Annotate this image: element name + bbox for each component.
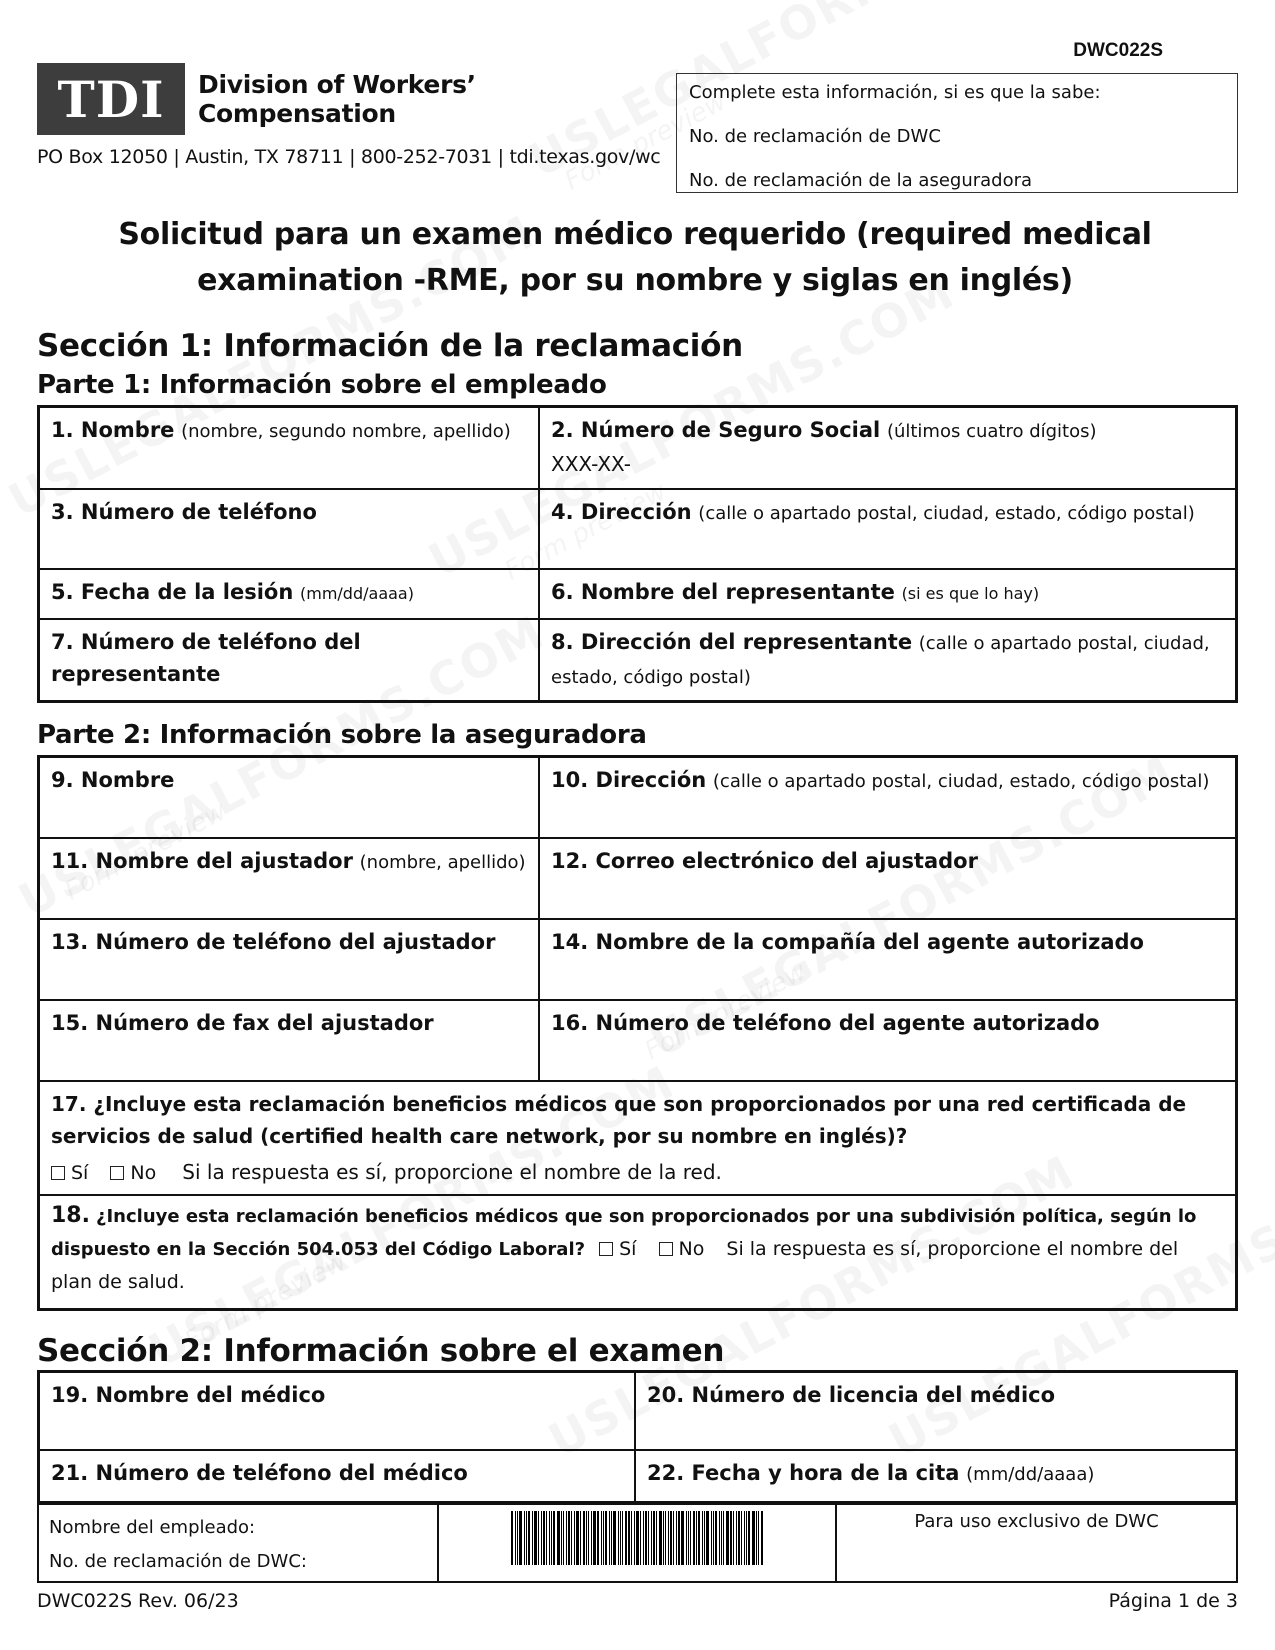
checkbox-17-yes[interactable] — [51, 1166, 65, 1180]
barcode-bar — [693, 1511, 695, 1565]
claim-info-box — [676, 73, 1238, 193]
exam-info-table — [37, 1370, 1238, 1504]
barcode-bar — [686, 1511, 687, 1565]
field-label: 13. Número de teléfono del ajustador — [51, 930, 496, 954]
barcode-bar — [748, 1511, 750, 1565]
barcode-bar — [673, 1511, 674, 1565]
barcode-bar — [528, 1511, 530, 1565]
barcode-bar — [744, 1511, 745, 1565]
carrier-info-table — [37, 755, 1238, 1311]
barcode-bar — [526, 1511, 527, 1565]
field-hint: (calle o apartado postal, ciudad, estado, código postal) — [551, 633, 1210, 688]
field-label: 7. Número de teléfono del representante — [51, 630, 361, 686]
field-hint: (mm/dd/aaaa) — [966, 1464, 1095, 1485]
tdi-logo — [37, 63, 185, 135]
org-line-2: Compensation — [198, 99, 396, 128]
field-label: 8. Dirección del representante — [551, 630, 913, 654]
field-employee-name[interactable] — [40, 408, 538, 488]
barcode-bar — [738, 1511, 740, 1565]
barcode-bar — [549, 1511, 550, 1565]
revision-label: DWC022S Rev. 06/23 — [37, 1590, 239, 1612]
barcode-bar — [752, 1511, 755, 1565]
barcode-bar — [618, 1511, 619, 1565]
field-label: 11. Nombre del ajustador — [51, 849, 353, 873]
checkbox-18-no[interactable] — [659, 1242, 673, 1256]
footer-box — [37, 1503, 1238, 1583]
barcode-bar — [711, 1511, 712, 1565]
barcode-bar — [719, 1511, 720, 1565]
field-adjuster-fax[interactable] — [40, 1001, 538, 1080]
barcode-bar — [534, 1511, 537, 1565]
barcode-bar — [605, 1511, 607, 1565]
field-hint: (últimos cuatro dígitos) — [886, 421, 1097, 442]
barcode-bar — [730, 1511, 732, 1565]
barcode-bar — [591, 1511, 592, 1565]
field-authorized-agent-phone[interactable] — [538, 1001, 1235, 1080]
barcode-bar — [733, 1511, 734, 1565]
barcode-bar — [571, 1511, 572, 1565]
field-adjuster-email[interactable] — [538, 839, 1235, 918]
barcode-bar — [620, 1511, 621, 1565]
field-doctor-name[interactable] — [40, 1373, 634, 1449]
field-address[interactable] — [538, 490, 1235, 568]
barcode-bar — [568, 1511, 570, 1565]
barcode-bar — [603, 1511, 604, 1565]
form-title — [60, 212, 1210, 304]
logo-text: TDI — [57, 69, 165, 129]
barcode-bar — [519, 1511, 522, 1565]
barcode-bar — [563, 1511, 564, 1565]
field-representative-address[interactable] — [538, 620, 1235, 700]
barcode-bar — [670, 1511, 672, 1565]
barcode-bar — [634, 1511, 635, 1565]
section-2-heading: Sección 2: Información sobre el examen — [37, 1333, 725, 1369]
field-ssn[interactable] — [538, 408, 1235, 488]
barcode-bar — [593, 1511, 596, 1565]
barcode-bar — [761, 1511, 763, 1565]
field-injury-date[interactable] — [40, 570, 538, 618]
form-id: DWC022S — [1073, 40, 1163, 61]
barcode-bar — [665, 1511, 666, 1565]
barcode-bar — [645, 1511, 647, 1565]
barcode-bar — [557, 1511, 560, 1565]
barcode-bar — [613, 1511, 616, 1565]
field-label: 19. Nombre del médico — [51, 1383, 326, 1407]
field-label: 6. Nombre del representante — [551, 580, 895, 604]
barcode-bar — [636, 1511, 639, 1565]
barcode-bar — [580, 1511, 581, 1565]
barcode-bar — [625, 1511, 627, 1565]
field-appointment-datetime[interactable] — [634, 1451, 1235, 1501]
title-line-2: examination -RME, por su nombre y siglas en inglés) — [197, 263, 1073, 298]
field-phone[interactable] — [40, 490, 538, 568]
footer-dwc-use — [837, 1505, 1236, 1581]
question-text: ¿Incluye esta reclamación beneficios médicos que son proporcionados por una subdivisión política, según lo dispuesto en la Sección 504.053 del Código Laboral? — [51, 1206, 1197, 1260]
field-label: 1. Nombre — [51, 418, 175, 442]
contact-address: PO Box 12050 | Austin, TX 78711 | 800-252-7031 | tdi.texas.gov/wc — [37, 146, 661, 168]
barcode-area — [439, 1505, 837, 1581]
part-1-heading: Parte 1: Información sobre el empleado — [37, 370, 607, 400]
followup-text: Si la respuesta es sí, proporcione el nombre de la red. — [182, 1160, 722, 1184]
org-line-1: Division of Workers’ — [198, 70, 476, 99]
field-label: 15. Número de fax del ajustador — [51, 1011, 434, 1035]
barcode-bar — [574, 1511, 575, 1565]
barcode-bar — [597, 1511, 599, 1565]
claim-box-intro: Complete esta información, si es que la sabe: — [689, 82, 1101, 103]
barcode-bar — [631, 1511, 632, 1565]
barcode-bar — [543, 1511, 545, 1565]
barcode-bar — [648, 1511, 649, 1565]
barcode-bar — [656, 1511, 657, 1565]
barcode-bar — [723, 1511, 724, 1565]
barcode-bar — [541, 1511, 542, 1565]
part-2-heading: Parte 2: Información sobre la aseguradora — [37, 720, 647, 750]
field-doctor-phone[interactable] — [40, 1451, 634, 1501]
barcode-bar — [561, 1511, 562, 1565]
no-label: No — [678, 1238, 705, 1260]
barcode-bar — [583, 1511, 585, 1565]
title-line-1: Solicitud para un examen médico requerido (required medical — [118, 217, 1152, 252]
barcode-bar — [746, 1511, 747, 1565]
section-1-heading: Sección 1: Información de la reclamación — [37, 328, 743, 364]
organization-name — [198, 70, 476, 128]
field-label: 9. Nombre — [51, 768, 175, 792]
field-hint: (calle o apartado postal, ciudad, estado, código postal) — [712, 771, 1210, 792]
field-carrier-address[interactable] — [538, 758, 1235, 837]
no-label: No — [130, 1162, 157, 1184]
question-number: 18. — [51, 1203, 90, 1228]
barcode-bar — [586, 1511, 587, 1565]
barcode-bar — [551, 1511, 552, 1565]
question-18 — [40, 1196, 1235, 1308]
employee-info-table — [37, 405, 1238, 703]
barcode-bar — [553, 1511, 555, 1565]
barcode-bar — [517, 1511, 518, 1565]
barcode-bar — [515, 1511, 516, 1565]
question-17 — [40, 1082, 1235, 1194]
field-hint: (calle o apartado postal, ciudad, estado, código postal) — [698, 503, 1195, 524]
field-doctor-license[interactable] — [634, 1373, 1235, 1449]
barcode-bar — [696, 1511, 697, 1565]
barcode-bar — [676, 1511, 677, 1565]
question-text: 17. ¿Incluye esta reclamación beneficios médicos que son proporcionados por una red certificada de servicios de salud (certified health care network, por su nombre en inglés)? — [51, 1092, 1187, 1148]
footer-employee-name-label: Nombre del empleado: — [49, 1517, 256, 1538]
barcode-bar — [653, 1511, 655, 1565]
barcode-bar — [702, 1511, 703, 1565]
barcode-bar — [643, 1511, 644, 1565]
field-hint: (mm/dd/aaaa) — [300, 584, 414, 603]
field-label: 14. Nombre de la compañía del agente autorizado — [551, 930, 1144, 954]
field-label: 16. Número de teléfono del agente autorizado — [551, 1011, 1100, 1035]
field-label: 5. Fecha de la lesión — [51, 580, 294, 604]
barcode-bar — [726, 1511, 729, 1565]
field-label: 12. Correo electrónico del ajustador — [551, 849, 978, 873]
barcode-bar — [576, 1511, 579, 1565]
barcode-bar — [538, 1511, 539, 1565]
barcode-bar — [741, 1511, 742, 1565]
barcode-bar — [758, 1511, 759, 1565]
field-hint: (nombre, segundo nombre, apellido) — [181, 421, 511, 442]
barcode-bar — [601, 1511, 602, 1565]
barcode-bar — [524, 1511, 525, 1565]
barcode-bar — [628, 1511, 630, 1565]
barcode-bar — [678, 1511, 680, 1565]
field-representative-name[interactable] — [538, 570, 1235, 618]
field-adjuster-phone[interactable] — [40, 920, 538, 999]
field-label: 3. Número de teléfono — [51, 500, 317, 524]
barcode-bar — [651, 1511, 652, 1565]
field-carrier-name[interactable] — [40, 758, 538, 837]
field-label: 20. Número de licencia del médico — [647, 1383, 1056, 1407]
barcode-bar — [659, 1511, 662, 1565]
barcode-bar — [622, 1511, 623, 1565]
followup-text: Si la respuesta es sí, proporcione el nombre del plan de salud. — [51, 1238, 1179, 1293]
field-label: 4. Dirección — [551, 500, 692, 524]
checkbox-18-yes[interactable] — [599, 1242, 613, 1256]
barcode-bar — [611, 1511, 612, 1565]
yes-label: Sí — [619, 1238, 637, 1260]
dwc-claim-number-field[interactable]: No. de reclamación de DWC — [689, 126, 941, 147]
checkbox-17-no[interactable] — [110, 1166, 124, 1180]
barcode-bar — [688, 1511, 689, 1565]
field-hint: (nombre, apellido) — [359, 852, 526, 873]
field-authorized-agent-company[interactable] — [538, 920, 1235, 999]
barcode-icon — [511, 1511, 764, 1565]
barcode-bar — [681, 1511, 684, 1565]
footer-dwc-claim-label: No. de reclamación de DWC: — [49, 1551, 307, 1572]
field-label: 10. Dirección — [551, 768, 707, 792]
barcode-bar — [668, 1511, 669, 1565]
field-label: 22. Fecha y hora de la cita — [647, 1461, 960, 1485]
ssn-prefix: XXX-XX- — [551, 452, 631, 476]
barcode-bar — [698, 1511, 700, 1565]
field-adjuster-name[interactable] — [40, 839, 538, 918]
barcode-bar — [566, 1511, 567, 1565]
barcode-bar — [588, 1511, 589, 1565]
barcode-bar — [511, 1511, 513, 1565]
barcode-bar — [609, 1511, 610, 1565]
field-label: 2. Número de Seguro Social — [551, 418, 881, 442]
carrier-claim-number-field[interactable]: No. de reclamación de la aseguradora — [689, 170, 1033, 191]
yes-label: Sí — [71, 1162, 89, 1184]
field-label: 21. Número de teléfono del médico — [51, 1461, 468, 1485]
barcode-bar — [546, 1511, 547, 1565]
barcode-bar — [704, 1511, 705, 1565]
field-representative-phone[interactable] — [40, 620, 538, 700]
barcode-bar — [736, 1511, 737, 1565]
barcode-bar — [640, 1511, 641, 1565]
barcode-bar — [713, 1511, 714, 1565]
barcode-bar — [721, 1511, 722, 1565]
barcode-bar — [756, 1511, 757, 1565]
page-number: Página 1 de 3 — [1108, 1590, 1238, 1612]
footer-employee-info — [39, 1505, 439, 1581]
barcode-bar — [532, 1511, 533, 1565]
barcode-bar — [715, 1511, 717, 1565]
barcode-bar — [690, 1511, 691, 1565]
dwc-use-label: Para uso exclusivo de DWC — [914, 1511, 1159, 1532]
barcode-bar — [663, 1511, 664, 1565]
field-hint: (si es que lo hay) — [901, 584, 1040, 603]
barcode-bar — [706, 1511, 709, 1565]
